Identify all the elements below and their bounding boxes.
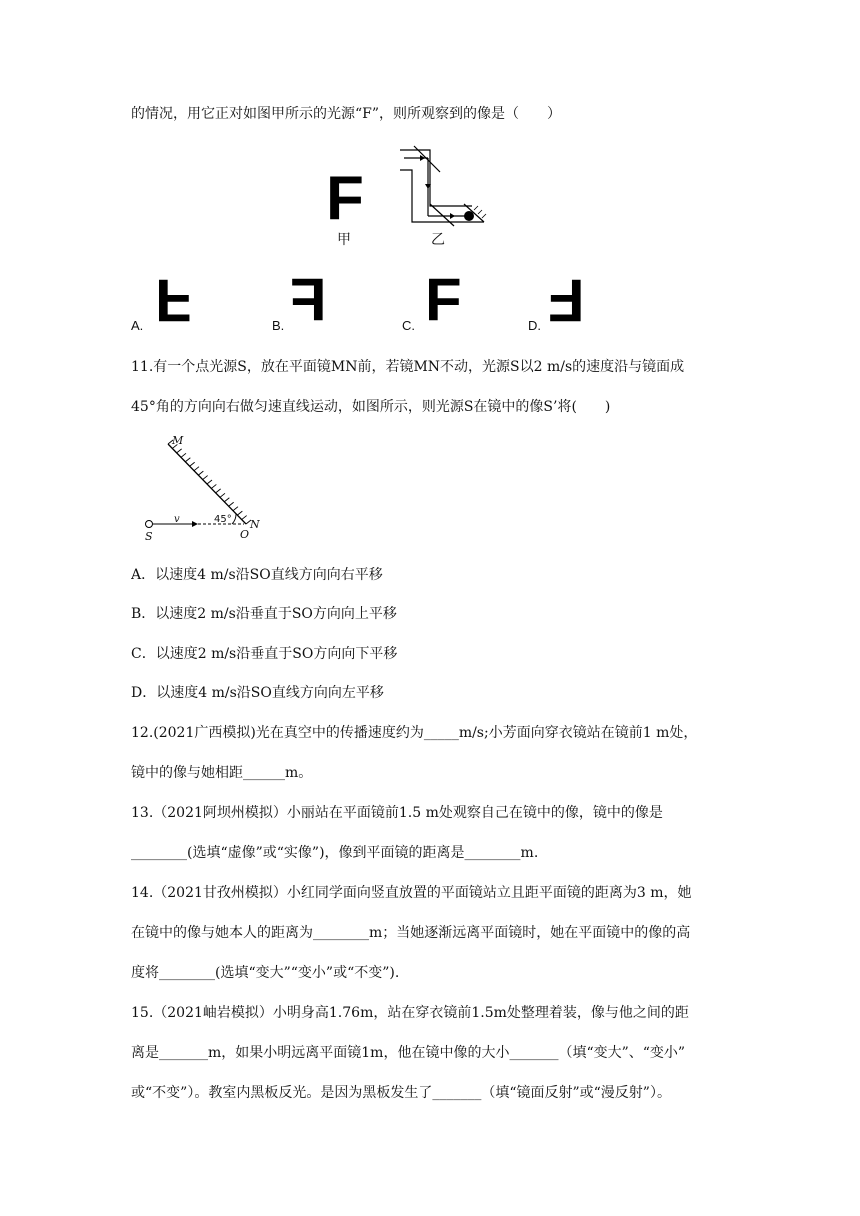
q10-option-a-label[interactable]: A.	[131, 318, 144, 333]
q14-line2: 在镜中的像与她本人的距离为________m；当她逐渐远离平面镜时，她在平面镜中的像的高	[131, 925, 691, 941]
label-o: O	[240, 528, 250, 541]
q11-line1: 11.有一个点光源S，放在平面镜MN前，若镜MN不动，光源S以2 m/s的速度沿与镜面成	[131, 359, 685, 375]
q13-line2: ________(选填“虚像”或“实像”)，像到平面镜的距离是________m.	[131, 845, 539, 861]
label-v: v	[174, 514, 180, 525]
periscope-diagram	[394, 142, 504, 232]
q13-line1: 13.（2021阿坝州模拟）小丽站在平面镜前1.5 m处观察自己在镜中的像，镜中的像是	[131, 805, 663, 821]
q15-line1: 15.（2021岫岩模拟）小明身高1.76m，站在穿衣镜前1.5m处整理着装，像与他之间的距	[131, 1005, 689, 1021]
q12-line1: 12.(2021广西模拟)光在真空中的传播速度约为_____m/s;小芳面向穿衣镜站在镜前1 m处，	[131, 725, 698, 741]
q10-option-c-label[interactable]: C.	[402, 318, 415, 333]
fig-jia-label: 甲	[337, 232, 351, 248]
q14-line1: 14.（2021甘孜州模拟）小红同学面向竖直放置的平面镜站立且距平面镜的距离为3 m，她	[131, 885, 692, 901]
q14-line3: 度将________(选填“变大”“变小”或“不变”).	[131, 965, 400, 981]
label-angle: 45°	[214, 514, 232, 525]
q11-option-c[interactable]: C．以速度2 m/s沿垂直于SO方向向下平移	[131, 646, 398, 662]
q10-option-b-label[interactable]: B.	[272, 318, 285, 333]
q11-option-d[interactable]: D．以速度4 m/s沿SO直线方向向左平移	[131, 685, 384, 701]
label-m: M	[172, 434, 184, 447]
label-n: N	[250, 518, 260, 531]
q12-line2: 镜中的像与她相距______m。	[131, 765, 313, 781]
q15-line3: 或“不变”）。教室内黑板反光。是因为黑板发生了_______（填“镜面反射”或“漫反射”）。	[131, 1085, 671, 1101]
q10-option-d-label[interactable]: D.	[528, 318, 541, 333]
q10-option-d-image[interactable]: F	[548, 267, 585, 334]
q11-option-b[interactable]: B．以速度2 m/s沿垂直于SO方向向上平移	[131, 606, 397, 622]
q10-stem: 的情况，用它正对如图甲所示的光源“F”，则所观察到的像是（ ）	[131, 106, 562, 122]
q15-line2: 离是_______m，如果小明远离平面镜1m，他在镜中像的大小_______（填“变大”、“变小”	[131, 1045, 686, 1061]
q10-option-c-image[interactable]: F	[425, 266, 462, 333]
label-s: S	[145, 530, 153, 543]
q10-option-a-image[interactable]: F	[155, 267, 192, 334]
q10-option-b-image[interactable]: F	[290, 266, 327, 333]
q11-line2: 45°角的方向向右做匀速直线运动，如图所示，则光源S在镜中的像S’将( )	[131, 399, 611, 415]
q11-option-a[interactable]: A．以速度4 m/s沿SO直线方向向右平移	[131, 567, 383, 583]
fig-yi-label: 乙	[431, 232, 445, 248]
light-source-f: F	[326, 164, 364, 233]
